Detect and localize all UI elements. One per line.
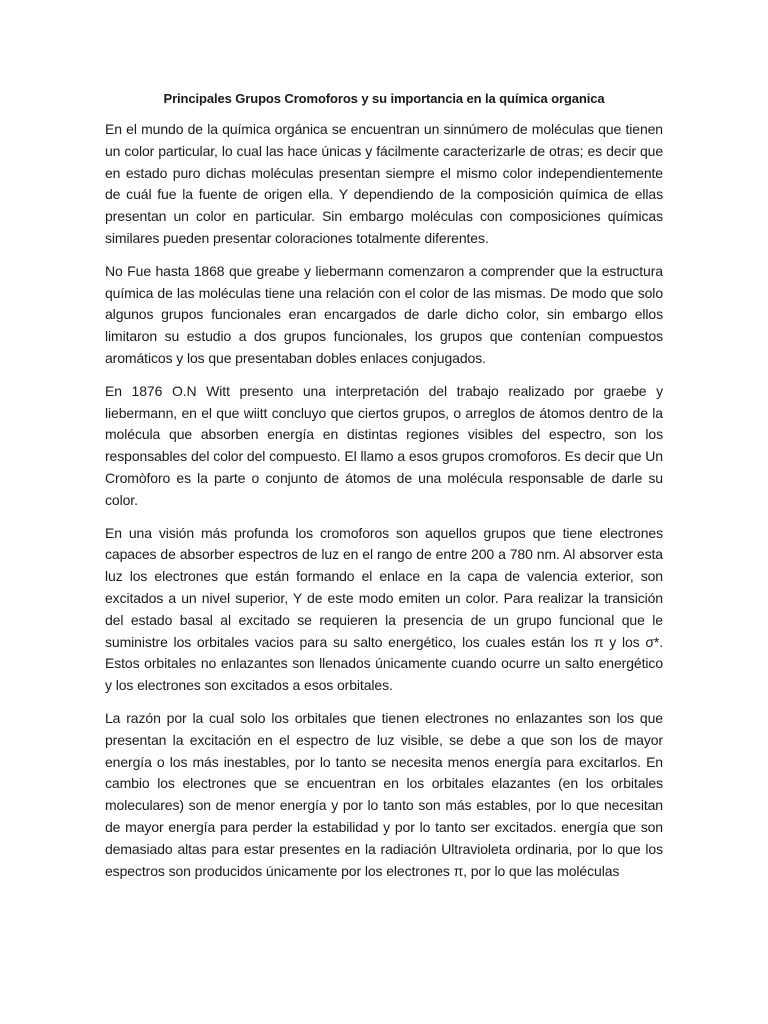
paragraph-5: La razón por la cual solo los orbitales que tienen electrones no enlazantes son los que presentan la excitación en el espectro de luz visible, se debe a que son los de mayor energía o los más inestables, por lo tanto se necesita menos energía para excitarlos. En cambio los electrones que se encuentran en los orbitales elazantes (en los orbitales moleculares) son de menor energía y por lo tanto son más estables, por lo que necesitan de mayor energía para perder la estabilidad y por lo tanto ser excitados. energía que son demasiado altas para estar presentes en la radiación Ultravioleta ordinaria, por lo que los espectros son producidos únicamente por los electrones π, por lo que las moléculas <box>105 709 663 879</box>
paragraph-2: No Fue hasta 1868 que greabe y liebermann comenzaron a comprender que la estructura química de las moléculas tiene una relación con el color de las mismas. De modo que solo algunos grupos funcionales eran encargados de darle dicho color, sin embargo ellos limitaron su estudio a dos grupos funcionales, los grupos que contenían compuestos aromáticos y los que presentaban dobles enlaces conjugados. <box>105 262 663 366</box>
document-page <box>105 88 663 893</box>
document-title: Principales Grupos Cromoforos y su importancia en la química organica <box>163 91 605 106</box>
paragraph-4: En una visión más profunda los cromoforos son aquellos grupos que tiene electrones capaces de absorber espectros de luz en el rango de entre 200 a 780 nm. Al absorver esta luz los electrones que están formando el enlace en la capa de valencia exterior, son excitados a un nivel superior, Y de este modo emiten un color. Para realizar la transición del estado basal al excitado se requieren la presencia de un grupo funcional que le suministre los orbitales vacios para su salto energético, los cuales están los π y los σ*. Estos orbitales no enlazantes son llenados únicamente cuando ocurre un salto energético y los electrones son excitados a esos orbitales. <box>105 524 663 694</box>
paragraph-3: En 1876 O.N Witt presento una interpretación del trabajo realizado por graebe y liebermann, en el que wiitt concluyo que ciertos grupos, o arreglos de átomos dentro de la molécula que absorben energía en distintas regiones visibles del espectro, son los responsables del color del compuesto. El llamo a esos grupos cromoforos. Es decir que Un Cromòforo es la parte o conjunto de átomos de una molécula responsable de darle su color. <box>105 382 663 508</box>
paragraph-1: En el mundo de la química orgánica se encuentran un sinnúmero de moléculas que tienen un color particular, lo cual las hace únicas y fácilmente caracterizarle de otras; es decir que en estado puro dichas moléculas presentan siempre el mismo color independientemente de cuál fue la fuente de origen ella. Y dependiendo de la composición química de ellas presentan un color en particular. Sin embargo moléculas con composiciones químicas similares pueden presentar coloraciones totalmente diferentes. <box>105 121 663 246</box>
